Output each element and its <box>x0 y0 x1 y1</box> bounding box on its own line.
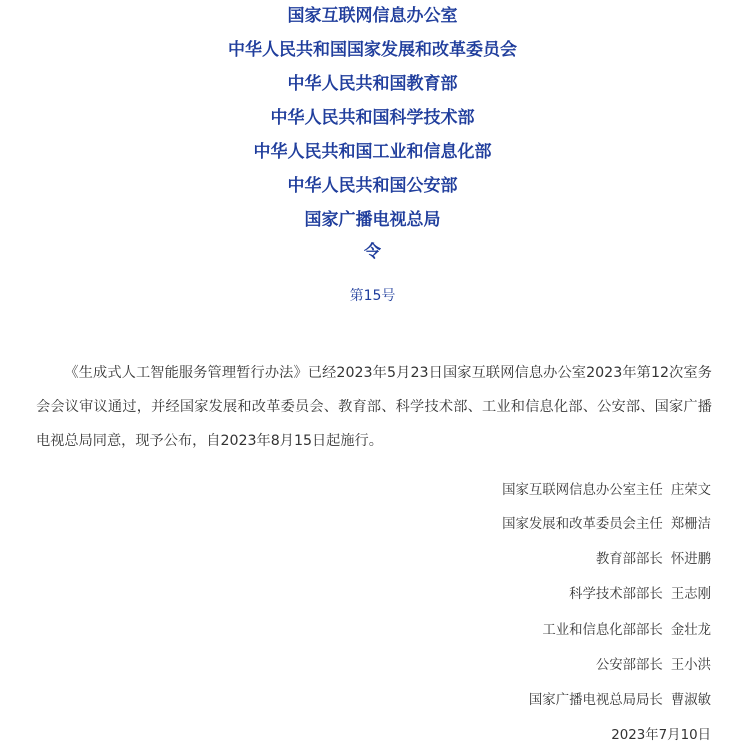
signatory-title: 公安部部长 <box>595 658 663 673</box>
issuer-moe: 中华人民共和国教育部 <box>287 74 458 94</box>
signatory-name: 金壮龙 <box>670 623 711 638</box>
signature-line <box>542 620 711 642</box>
signatory-name: 王志刚 <box>670 587 711 602</box>
signature-line <box>529 690 711 712</box>
signature-line <box>596 655 711 677</box>
signatory-title: 国家广播电视总局局长 <box>528 693 663 708</box>
signatory-name: 怀进鹏 <box>670 552 711 567</box>
issuer-mps: 中华人民共和国公安部 <box>287 176 458 196</box>
signatory-name: 王小洪 <box>670 658 711 673</box>
signatory-name: 庄荣文 <box>670 483 711 498</box>
issue-date: 2023年7月10日 <box>611 728 711 743</box>
signatory-title: 科学技术部部长 <box>569 587 663 602</box>
issuer-most: 中华人民共和国科学技术部 <box>270 108 475 128</box>
issuer-ndrc: 中华人民共和国国家发展和改革委员会 <box>228 40 517 60</box>
signatory-title: 工业和信息化部部长 <box>542 623 663 638</box>
order-label: 令 <box>364 242 381 262</box>
signatory-title: 教育部部长 <box>595 552 663 567</box>
issuer-nrta: 国家广播电视总局 <box>304 210 441 230</box>
signatory-title: 国家互联网信息办公室主任 <box>502 483 663 498</box>
signature-line <box>569 584 711 606</box>
issuer-cac: 国家互联网信息办公室 <box>287 6 458 26</box>
signature-line <box>596 549 711 571</box>
signatory-title: 国家发展和改革委员会主任 <box>502 517 663 532</box>
signature-line <box>502 480 711 502</box>
body-paragraph: 《生成式人工智能服务管理暂行办法》已经2023年5月23日国家互联网信息办公室2023年第12次室务会会议审议通过，并经国家发展和改革委员会、教育部、科学技术部、工业和信息化部、公安部、国家广播电视总局同意，现予公布，自2023年8月15日起施行。 <box>36 365 712 449</box>
signatory-name: 曹淑敏 <box>670 693 711 708</box>
signatory-name: 郑栅洁 <box>670 517 711 532</box>
issuer-miit: 中华人民共和国工业和信息化部 <box>253 142 492 162</box>
signature-line <box>502 514 711 536</box>
document-number: 第15号 <box>349 288 396 304</box>
